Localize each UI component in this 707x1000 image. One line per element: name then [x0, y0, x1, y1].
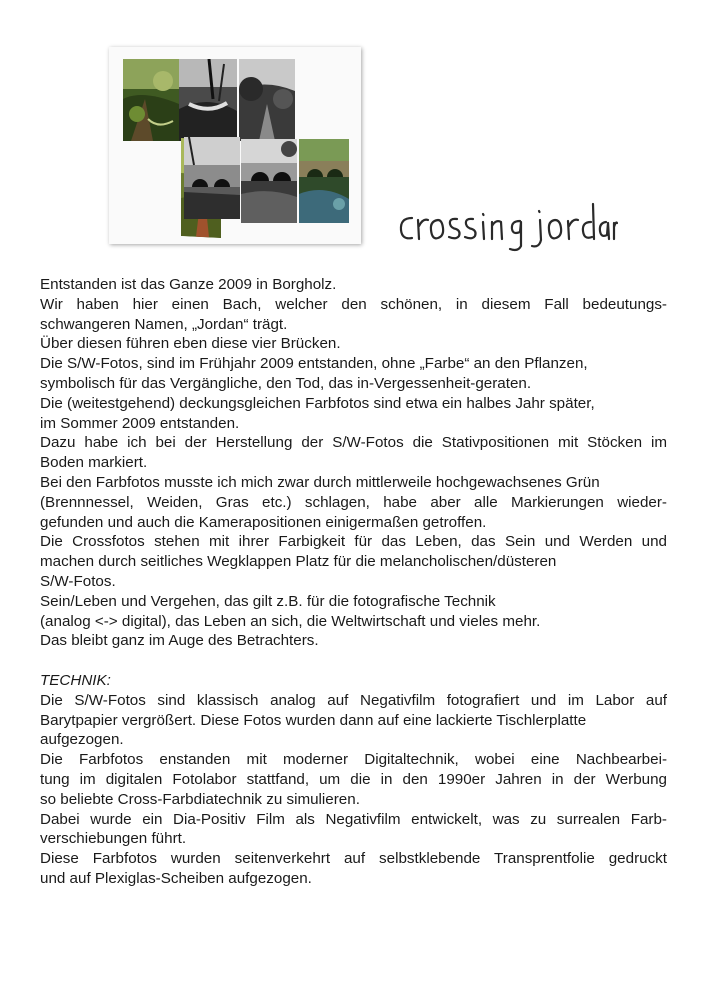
text-line: Wir haben hier einen Bach, welcher den schönen, in diesem Fall bedeutungs-: [40, 295, 667, 313]
text-line: im Sommer 2009 entstanden.: [40, 414, 240, 432]
bw-photo-bridge-arches: [184, 137, 240, 219]
text-line: Die Crossfotos stehen mit ihrer Farbigkeit für das Leben, das Sein und Werden und: [40, 533, 667, 551]
handwritten-title: [398, 196, 618, 252]
text-line: so beliebte Cross-Farbdiatechnik zu simulieren.: [40, 790, 360, 808]
text-line: symbolisch für das Vergängliche, den Tod, das in-Vergessenheit-geraten.: [40, 374, 532, 392]
text-line: und auf Plexiglas-Scheiben aufgezogen.: [40, 869, 312, 887]
text-line: (analog <-> digital), das Leben an sich, die Weltwirtschaft und vieles mehr.: [40, 612, 541, 630]
bw-photo-creek: [179, 59, 237, 141]
text-line: Dazu habe ich bei der Herstellung der S/W-Fotos die Stativpositionen mit Stöcken im: [40, 434, 667, 452]
text-line: Die (weitestgehend) deckungsgleichen Farbfotos sind etwa ein halbes Jahr später,: [40, 394, 595, 412]
text-line: schwangeren Namen, „Jordan“ trägt.: [40, 315, 288, 333]
text-line: tung im digitalen Fotolabor stattfand, um die in den 1990er Jahren in der Werbung: [40, 770, 667, 788]
technik-heading: TECHNIK:: [40, 671, 111, 689]
text-line: aufgezogen.: [40, 731, 124, 749]
text-line: Boden markiert.: [40, 454, 148, 472]
paragraph-gap: [40, 651, 667, 671]
bw-photo-bridge-wide: [241, 139, 297, 223]
text-line: gefunden und auch die Kamerapositionen einigermaßen getroffen.: [40, 513, 487, 531]
text-line: (Brennnessel, Weiden, Gras etc.) schlagen, habe aber alle Markierungen wieder-: [40, 493, 667, 511]
text-line: Dabei wurde ein Dia-Positiv Film als Negativfilm entwickelt, was zu surrealen Farb-: [40, 810, 667, 828]
text-line: machen durch seitliches Wegklappen Platz für die melancholischen/düsteren: [40, 553, 557, 571]
text-line: verschiebungen führt.: [40, 830, 187, 848]
text-line: Barytpapier vergrößert. Diese Fotos wurden dann auf eine lackierte Tischlerplatte: [40, 711, 587, 729]
text-line: Die S/W-Fotos, sind im Frühjahr 2009 entstanden, ohne „Farbe“ an den Pflanzen,: [40, 355, 588, 373]
text-line: S/W-Fotos.: [40, 572, 116, 590]
title-lettering: [398, 196, 618, 252]
text-line: Über diesen führen eben diese vier Brücken.: [40, 335, 341, 353]
text-line: Bei den Farbfotos musste ich mich zwar durch mittlerweile hochgewachsenes Grün: [40, 473, 600, 491]
text-line: Die Farbfotos enstanden mit moderner Digitaltechnik, wobei eine Nachbearbei-: [40, 751, 667, 769]
text-line: Das bleibt ganz im Auge des Betrachters.: [40, 632, 319, 650]
description-text: [40, 275, 667, 889]
color-photo-creek-ivy: [123, 59, 179, 141]
text-line: Die S/W-Fotos sind klassisch analog auf Negativfilm fotografiert und im Labor auf: [40, 691, 667, 709]
text-line: Diese Farbfotos wurden seitenverkehrt auf selbstklebende Transprentfolie gedruckt: [40, 850, 667, 868]
text-line: Sein/Leben und Vergehen, das gilt z.B. für die fotografische Technik: [40, 592, 496, 610]
text-line: Entstanden ist das Ganze 2009 in Borgholz.: [40, 276, 337, 293]
color-photo-bridge-green: [299, 139, 349, 223]
photo-collage: [109, 47, 361, 244]
bw-photo-overgrown-path: [239, 59, 295, 141]
